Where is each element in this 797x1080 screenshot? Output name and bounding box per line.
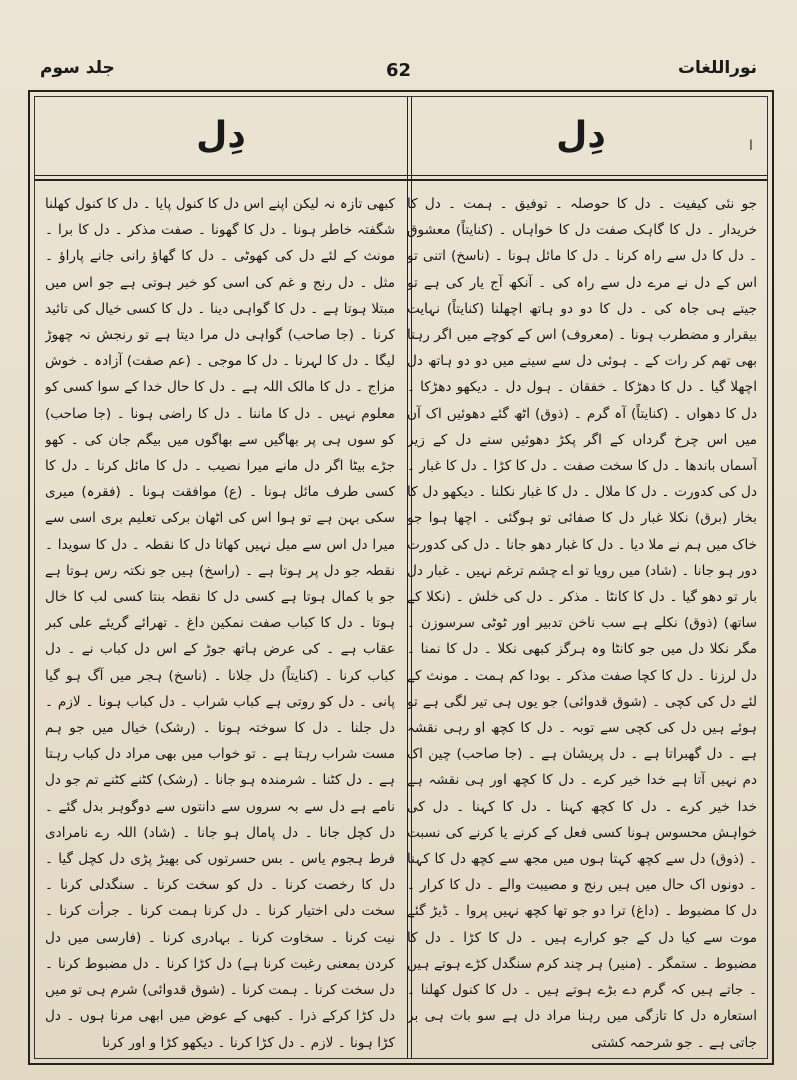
volume-label: جلد سوم xyxy=(40,58,115,78)
margin-mark: ا xyxy=(749,138,753,154)
left-column-paragraph: کبھی تازہ نہ لیکن اپنے اس دل کا کنول پایا ۔ دل کا کنول کھلنا شگفتہ خاطر ہونا ۔ دل کا گھونا ۔ صفت مذکر ۔ دل کا برا ۔ مونث کے لئے دل کی کھوٹی ۔ دل کا گھاؤ رانی جانے پاراؤ ۔ مثل ۔ دل رنج و غم کی اسی کو خبر ہوتی ہے جو اس میں مبتلا ہوتا ہے ۔ دل کا گواہی دینا ۔ دل کا کسی خیال کی تائید کرنا ۔ (جا صاحب) گواہی دل مرا دیتا ہے تو رنجش نہ چھوڑ لیگا ۔ دل کا لہرنا ۔ دل کا موجی ۔ (عم صفت) آزادہ ۔ خوش مزاج ۔ دل کا مالک اللہ ہے ۔ دل کا حال خدا کے سوا کسی کو معلوم نہیں ۔ دل کا ماننا ۔ دل کا راضی ہونا ۔ (جا صاحب) کو سوں ہی پر بھاگیں سے بھاگوں میں بیگم جان کی ۔ کھو جڑے بیٹا اگر دل مانے میرا نصیب ۔ دل کا مائل کرنا ۔ دل کا کسی طرف مائل ہونا ۔ (ع) موافقت ہونا ۔ (فقرہ) میری سکی بہن ہے تو ہوا اس کی اٹھان برکی تعلیم بری اسی سے میرا دل اس سے میل نہیں کھاتا دل کا نقطہ ۔ دل کا سویدا ۔ نقطہ جو دل پر ہوتا ہے ۔ (راسخ) ہیں جو نکتہ رس ہوتا ہے جو با کمال ہوتا ہے کسی دل کا نقطہ بنتا کسی لب کا خال ہوتا ۔ دل کا کباب صفت نمکین داغ ۔ تھرائے گریئے علی کبر عقاب ہے ۔ کی عرض ہاتھ جوڑ کے اس دل کباب نے ۔ دل کباب کرنا ۔ (کنایتاً) دل جلانا ۔ (ناسخ) ہجر میں آگ ہو گیا پانی ۔ دل کو روتی ہے کباب شراب ۔ دل کباب ہونا ۔ لازم ۔ دل جلنا ۔ دل کا سوختہ ہونا ۔ (رشک) خیال میں جو ہم مست شراب رہتا ہے ۔ تو خواب میں بھی مراد دل کباب رہتا ہے ۔ دل کٹنا ۔ شرمندہ ہو جانا ۔ (رشک) کٹنے کٹنے تم جو دل نامے ہے دل سے بہ سروں سے دانتوں سے دوگوہر بدل گئے ۔ دل کچل جانا ۔ دل پامال ہو جانا ۔ (شاد) اللہ رے نامرادی فرط ہجوم یاس ۔ بس حسرتوں کی بھیڑ پڑی دل کچل گیا ۔ دل کا رخصت کرنا ۔ دل کو سخت کرنا ۔ سنگدلی کرنا ۔ سخت دلی اختیار کرنا ۔ دل کرنا ہمت کرنا ۔ جرأت کرنا ۔ نیت کرنا ۔ سخاوت کرنا ۔ بہادری کرنا ۔ (فارسی میں دل کردن بمعنی رغبت کرنا ہے) دل کڑا کرنا ۔ دل مضبوط کرنا ۔ دل سخت کرنا ۔ ہمت کرنا ۔ (شوق قدوائی) شرم ہی تو میں دل کڑا کرکے ذرا ۔ کبھی کے عوض میں ابھی مرنا ہوں ۔ دل کڑا ہونا ۔ لازم ۔ دل کڑا کرنا ۔ دیکھو کڑا و اور کرنا xyxy=(45,196,395,1050)
page-frame-inner xyxy=(34,96,768,1059)
right-column-text xyxy=(407,191,757,1050)
right-column-paragraph: جو نئی کیفیت ۔ دل کا حوصلہ ۔ توفیق ۔ ہمت ۔ دل کا خریدار ۔ دل کا گاہک صفت دل کا خواہاں ۔ (کنایتاً) معشوق ۔ دل کا دل سے راہ کرنا ۔ دل کا مائل ہونا ۔ (ناسخ) اتنی تو اس کے دل نے مرے دل سے راہ کی ۔ آنکھ آج یار کی ہے تو جیتے ہی جاہ کی ۔ دل کا دو دو ہاتھ اچھلنا (کنایتاً) نہایت بیقرار و مضطرب ہونا ۔ (معروف) اس کے کوچے میں اگر رہتا بھی تھم کر رات کے ۔ ہوئی دل سے سینے میں دو دو ہاتھ دل اچھلا گیا ۔ دل کا دھڑکا ۔ خفقان ۔ ہول دل ۔ دیکھو دھڑکا ۔ دل کا دھواں ۔ (کنایتاً) آہ گرم ۔ (ذوق) اٹھ گئے دھوئیں اک آن میں اس چرخ گرداں کے اگر پکڑ دھوئیں سنے دل کے زیر آسماں باندھا ۔ دل کا سخت صفت ۔ دل کا کڑا ۔ دل کا غبار ۔ دل کی کدورت ۔ دل کا ملال ۔ دل کا غبار نکلنا ۔ دیکھو دل کا بخار (برق) نکلا غبار دل کا صفائی تو ہوگئی ۔ اچھا ہوا جو خاک میں ہم نے ملا دیا ۔ دل کا غبار دھو جانا ۔ دل کی کدورت دور ہو جانا ۔ (شاد) میں رویا تو اے چشم ترغم نہیں ۔ غبار دل بار تو دھو گیا ۔ دل کا کانٹا ۔ مذکر ۔ دل کی خلش ۔ (نکلا کے ساتھ) (ذوق) نکلے ہے سب ناخن تدبیر اور ٹوٹی سرسوزن ۔ مگر نکلا دل میں جو کانٹا وہ ہرگز کبھی نکلا ۔ دل کا نمنا ۔ دل لرزنا ۔ دل کا کچا صفت مذکر ۔ بودا کم ہمت ۔ مونث کے لئے دل کی کچی ۔ (شوق قدوائی) جو یوں ہی تیر لگی ہے تو ہوئے ہیں دل کی کچی سے توبہ ۔ دل کا کچھ او رہی نقشہ ہے ۔ دل گھبراتا ہے ۔ دل پریشان ہے ۔ (جا صاحب) چین اک دم نہیں آتا ہے خدا خیر کرے ۔ دل کا کچھ اور ہی نقشہ ہے خدا خیر کرے ۔ دل کا کچھ کہنا ۔ دل کا کہنا ۔ دل کی خواہش محسوس ہونا کسی فعل کے کرنے یا کرنے کی نسبت ۔ (ذوق) دل سے کچھ کہتا ہوں میں مجھ سے کچھ دل کا کہنا ۔ دونوں اک حال میں ہیں رنج و مصیبت والے ۔ دل کا کرار ۔ دل کا مضبوط ۔ (داغ) ترا دو جو تھا کچھ نہیں پروا ۔ ڈیڑ گئے موت سے کیا دل کے جو کرارے ہیں ۔ دل کا کڑا ۔ دل کا مضبوط ۔ ستمگر ۔ (منیر) ہر چند کرم سنگدل کڑے ہوتے ہیں ۔ جاتے ہیں کہ گرم دے بڑے ہوتے ہیں ۔ دل کا کنول کھلنا ۔ استعارہ دل کا تازگی میں رہنا مراد دل ہے سو بات ہی بر جاتی ہے ۔ جو شرحمہ کشتی xyxy=(407,196,757,1050)
book-title: نوراللغات xyxy=(677,58,757,78)
running-head xyxy=(40,58,757,86)
right-column-heading: دِل xyxy=(556,115,606,156)
left-column-heading: دِل xyxy=(196,115,246,156)
heading-row xyxy=(35,97,767,181)
left-column-text xyxy=(45,191,395,1050)
page-number: 62 xyxy=(385,60,412,81)
page-frame xyxy=(28,90,774,1065)
